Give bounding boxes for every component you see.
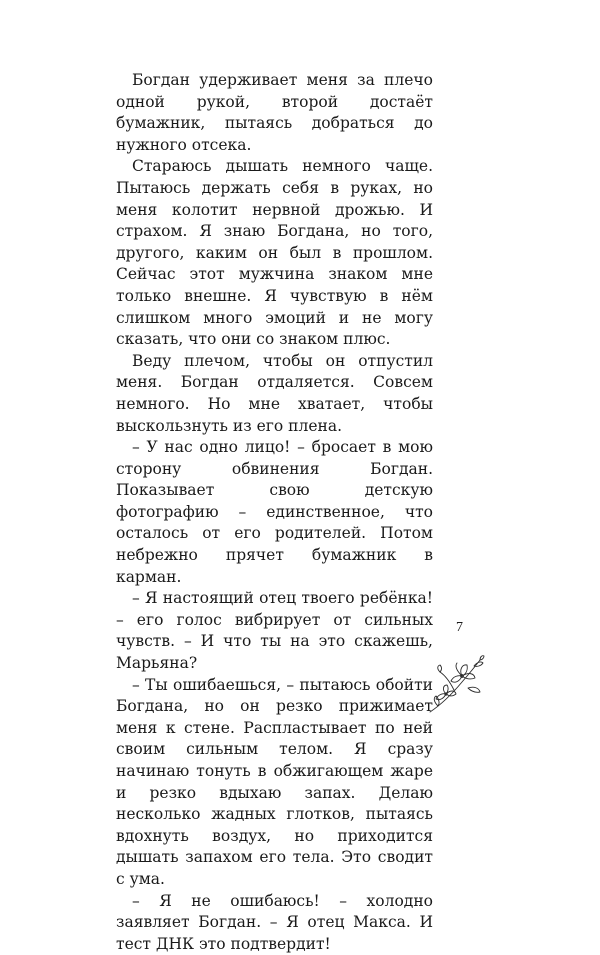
paragraph-3: Веду плечом, чтобы он отпустил меня. Богдан отдаляется. Совсем немного. Но мне хватает, чтобы выскользнуть из его плена. [116, 351, 433, 435]
body-text [116, 70, 433, 955]
paragraph-5: – Я настоящий отец твоего ребёнка! – его голос вибрирует от сильных чувств. – И что ты на это скажешь, Марьяна? [116, 589, 433, 673]
paragraph-1: Богдан удерживает меня за плечо одной рукой, второй достаёт бумажник, пытаясь добраться до нужного отсека. [116, 71, 433, 154]
paragraph-2: Стараюсь дышать немного чаще. Пытаюсь держать себя в руках, но меня колотит нервной дрожью. И страхом. Я знаю Богдана, но того, другого, каким он был в прошлом. Сейчас этот мужчина знаком мне только внешне. Я чувствую в нём слишком много эмоций и не могу сказать, что они со знаком плюс. [116, 157, 433, 349]
paragraph-6: – Ты ошибаешься, – пытаюсь обойти Богдана, но он резко прижимает меня к стене. Распластывает по ней своим сильным телом. Я сразу начинаю тонуть в обжигающем жаре и резко вдыхаю запах. Делаю несколько жадных глотков, пытаясь вдохнуть воздух, но приходится дышать запахом его тела. Это сводит с ума. [116, 675, 433, 888]
page-number: 7 [456, 620, 463, 635]
flower-ornament-icon [424, 652, 488, 716]
paragraph-7: – Я не ошибаюсь! – холодно заявляет Богдан. – Я отец Макса. И тест ДНК это подтвердит! [116, 891, 433, 953]
paragraph-4: – У нас одно лицо! – бросает в мою сторону обвинения Богдан. Показывает свою детскую фотографию – единственное, что осталось от его родителей. Потом небрежно прячет бумажник в карман. [116, 438, 433, 586]
